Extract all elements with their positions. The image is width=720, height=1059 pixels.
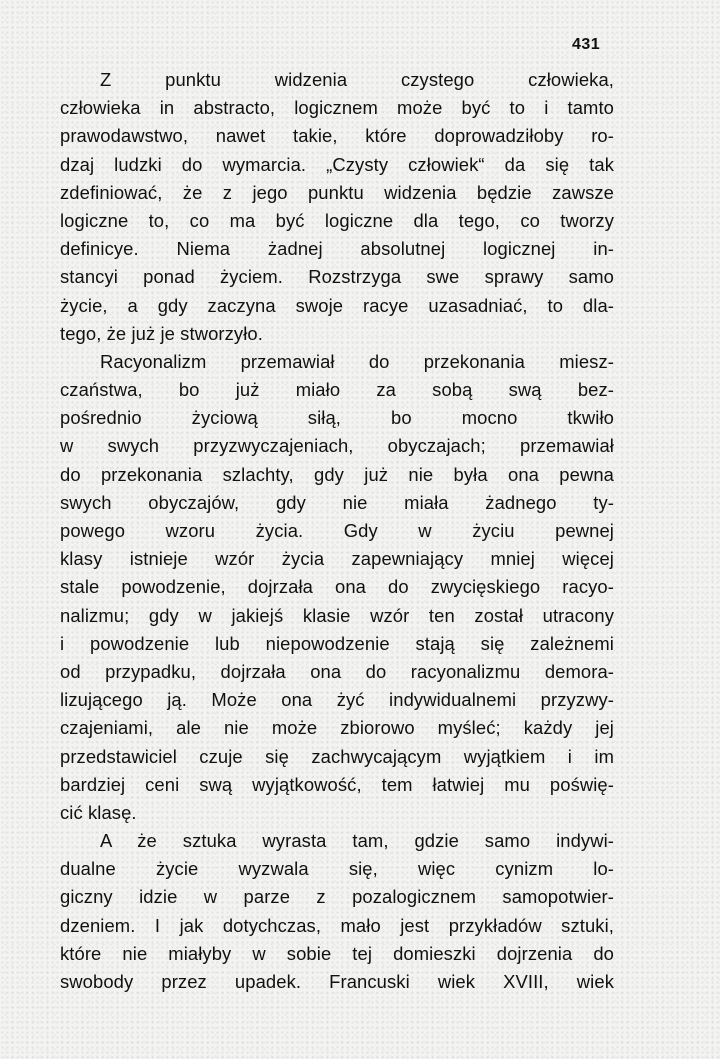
text-line: swobody przez upadek. Francuski wiek XVIII, wiek bbox=[60, 971, 614, 992]
text-line: czajeniami, ale nie może zbiorowo myśleć; każdy jej bbox=[60, 717, 614, 739]
text-line: stale powodzenie, dojrzała ona do zwycięskiego racyo- bbox=[60, 576, 614, 598]
text-line: i powodzenie lub niepowodzenie stają się zależnemi bbox=[60, 632, 614, 654]
text-line: dualne życie wyzwala się, więc cynizm lo- bbox=[60, 858, 614, 880]
text-line: nalizmu; gdy w jakiejś klasie wzór ten został utracony bbox=[60, 604, 614, 626]
text-line: prawodawstwo, nawet takie, które doprowadziłoby ro- bbox=[60, 125, 614, 147]
text-line: w swych przyzwyczajeniach, obyczajach; przemawiał bbox=[60, 435, 614, 457]
page-number: 431 bbox=[572, 36, 601, 53]
text-line: od przypadku, dojrzała ona do racyonalizmu demora- bbox=[60, 660, 614, 682]
text-line: cić klasę. bbox=[60, 801, 137, 823]
text-line: A że sztuka wyrasta tam, gdzie samo indywi- bbox=[100, 830, 614, 852]
text-line: czaństwa, bo już miało za sobą swą bez- bbox=[60, 379, 614, 401]
text-line: Racyonalizm przemawiał do przekonania miesz- bbox=[100, 350, 614, 372]
text-line: do przekonania szlachty, gdy już nie była ona pewna bbox=[60, 463, 614, 485]
text-line: stancyi ponad życiem. Rozstrzyga swe sprawy samo bbox=[60, 266, 614, 288]
text-line: swych obyczajów, gdy nie miała żadnego ty- bbox=[60, 491, 614, 513]
text-line: dzeniem. I jak dotychczas, mało jest przykładów sztuki, bbox=[60, 914, 614, 936]
text-line: definicye. Niema żadnej absolutnej logicznej in- bbox=[60, 238, 614, 260]
text-line: zdefiniować, że z jego punktu widzenia będzie zawsze bbox=[60, 181, 614, 203]
text-line: dzaj ludzki do wymarcia. „Czysty człowiek“ da się tak bbox=[60, 153, 614, 175]
text-line: życie, a gdy zaczyna swoje racye uzasadniać, to dla- bbox=[60, 294, 614, 316]
text-line: bardziej ceni swą wyjątkowość, tem łatwiej mu poświę- bbox=[60, 773, 614, 795]
text-line: powego wzoru życia. Gdy w życiu pewnej bbox=[60, 520, 614, 541]
text-line: logiczne to, co ma być logiczne dla tego, co tworzy bbox=[60, 209, 614, 231]
text-line: klasy istnieje wzór życia zapewniający mniej więcej bbox=[60, 548, 614, 570]
text-line: przedstawiciel czuje się zachwycającym wyjątkiem i im bbox=[60, 745, 614, 767]
body-text bbox=[60, 66, 614, 996]
text-line: tego, że już je stworzyło. bbox=[60, 322, 263, 344]
text-line: które nie miałyby w sobie tej domieszki dojrzenia do bbox=[60, 942, 614, 964]
text-line: giczny idzie w parze z pozalogicznem samopotwier- bbox=[60, 886, 614, 908]
text-line: lizującego ją. Może ona żyć indywidualnemi przyzwy- bbox=[60, 689, 614, 711]
text-line: człowieka in abstracto, logicznem może być to i tamto bbox=[60, 97, 614, 119]
text-line: pośrednio życiową siłą, bo mocno tkwiło bbox=[60, 407, 614, 429]
text-line: Z punktu widzenia czystego człowieka, bbox=[100, 69, 614, 90]
